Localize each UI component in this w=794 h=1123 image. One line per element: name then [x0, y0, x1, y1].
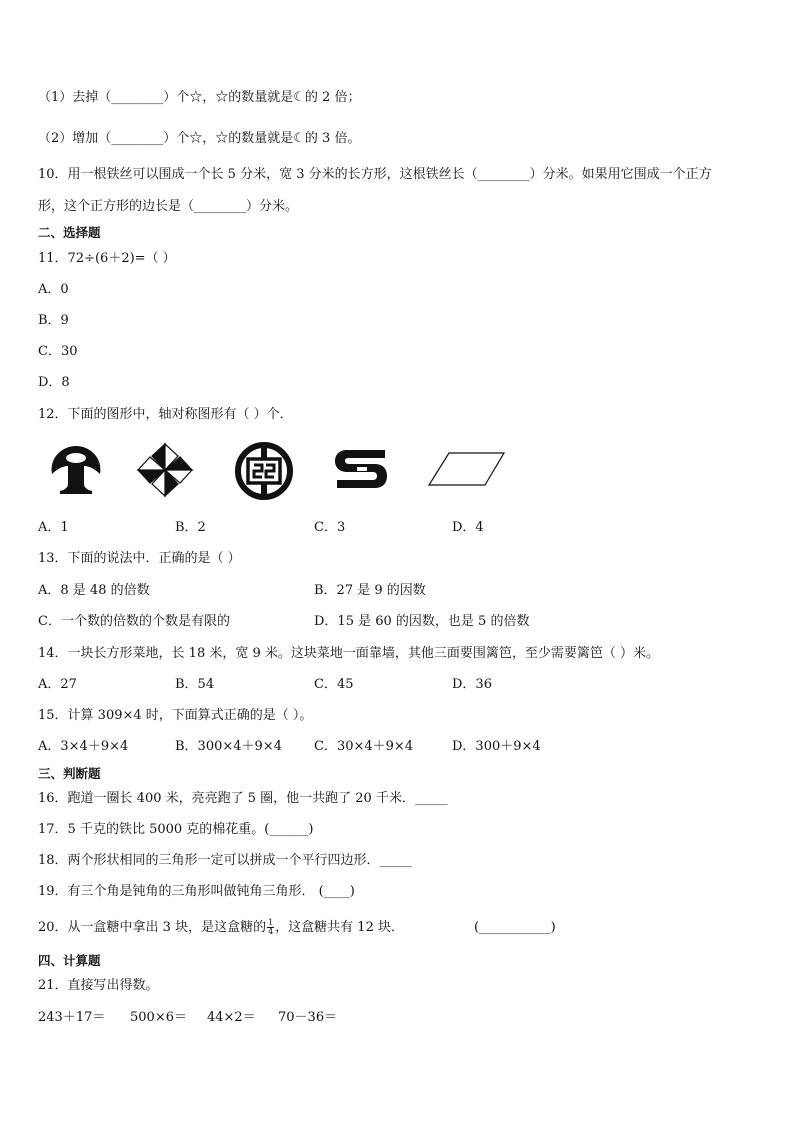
q12-option-b[interactable]: B．2 [175, 520, 206, 535]
q11-option-c[interactable]: C．30 [38, 344, 78, 359]
s-logo-figure [333, 446, 389, 492]
q11-option-b[interactable]: B．9 [38, 313, 69, 328]
section-heading-calculation: 四、计算题 [38, 953, 101, 968]
q13-option-a[interactable]: A．8 是 48 的倍数 [38, 583, 150, 598]
q13-stem: 13．下面的说法中．正确的是（ ） [38, 551, 241, 566]
q9-sub1: （1）去掉（________）个☆，☆的数量就是☾的 2 倍； [38, 90, 361, 105]
q17-text: 17．5 千克的铁比 5000 克的棉花重。(______) [38, 822, 314, 837]
q21-item-1: 243＋17＝ [38, 1010, 106, 1025]
q14-option-a[interactable]: A．27 [38, 677, 77, 692]
q20-after: ，这盒糖共有 12 块． [275, 920, 404, 935]
q14-option-b[interactable]: B．54 [175, 677, 215, 692]
q19-text: 19．有三个角是钝角的三角形叫做钝角三角形． (____) [38, 884, 355, 899]
q14-stem: 14．一块长方形菜地，长 18 米，宽 9 米。这块菜地一面靠墙，其他三面要围篱笆，至少需要篱笆（ ）米。 [38, 646, 660, 661]
q11-option-a[interactable]: A．0 [38, 282, 69, 297]
q15-option-b[interactable]: B．300×4＋9×4 [175, 739, 282, 754]
fraction-numerator: 1 [268, 918, 274, 927]
q13-option-c[interactable]: C．一个数的倍数的个数是有限的 [38, 614, 230, 629]
q20-fraction [267, 919, 274, 936]
pinwheel-figure [136, 442, 194, 498]
q20-text [38, 919, 404, 937]
q12-option-a[interactable]: A．1 [38, 520, 69, 535]
q14-option-d[interactable]: D．36 [452, 677, 492, 692]
q13-option-b[interactable]: B．27 是 9 的因数 [314, 583, 426, 598]
q21-item-3: 44×2＝ [207, 1010, 256, 1025]
q15-option-c[interactable]: C．30×4＋9×4 [314, 739, 414, 754]
q11-option-d[interactable]: D．8 [38, 375, 70, 390]
fraction-denominator: 4 [268, 927, 274, 936]
q15-option-a[interactable]: A．3×4＋9×4 [38, 739, 129, 754]
q15-option-d[interactable]: D．300＋9×4 [452, 739, 541, 754]
mushroom-logo-figure [48, 444, 104, 496]
q21-item-2: 500×6＝ [130, 1010, 187, 1025]
q21-stem: 21．直接写出得数。 [38, 978, 159, 993]
q9-sub2: （2）增加（________）个☆，☆的数量就是☾的 3 倍。 [38, 131, 361, 146]
q20-before: 20．从一盒糖中拿出 3 块，是这盒糖的 [38, 920, 267, 935]
q14-option-c[interactable]: C．45 [314, 677, 354, 692]
bank-logo-figure [234, 442, 294, 500]
q12-option-c[interactable]: C．3 [314, 520, 346, 535]
q13-option-d[interactable]: D．15 是 60 的因数，也是 5 的倍数 [314, 614, 530, 629]
parallelogram-figure [427, 451, 507, 487]
q18-text: 18．两个形状相同的三角形一定可以拼成一个平行四边形．_____ [38, 853, 413, 868]
q16-text: 16．跑道一圈长 400 米，亮亮跑了 5 圈，他一共跑了 20 千米．_____ [38, 791, 448, 806]
q15-stem: 15．计算 309×4 时，下面算式正确的是（ ）。 [38, 708, 313, 723]
q12-stem: 12．下面的图形中，轴对称图形有（ ）个． [38, 407, 293, 422]
q20-answer-blank[interactable]: (___________) [474, 920, 556, 935]
section-heading-choice: 二、选择题 [38, 225, 101, 240]
q10-line2: 形，这个正方形的边长是（________）分米。 [38, 199, 299, 214]
q10-line1: 10．用一根铁丝可以围成一个长 5 分米，宽 3 分米的长方形，这根铁丝长（________）分米。如果用它围成一个正方 [38, 167, 712, 182]
q21-item-4: 70－36＝ [278, 1010, 338, 1025]
q11-stem: 11．72÷(6＋2)=（ ） [38, 251, 176, 266]
q12-option-d[interactable]: D．4 [452, 520, 484, 535]
section-heading-judgement: 三、判断题 [38, 766, 101, 781]
